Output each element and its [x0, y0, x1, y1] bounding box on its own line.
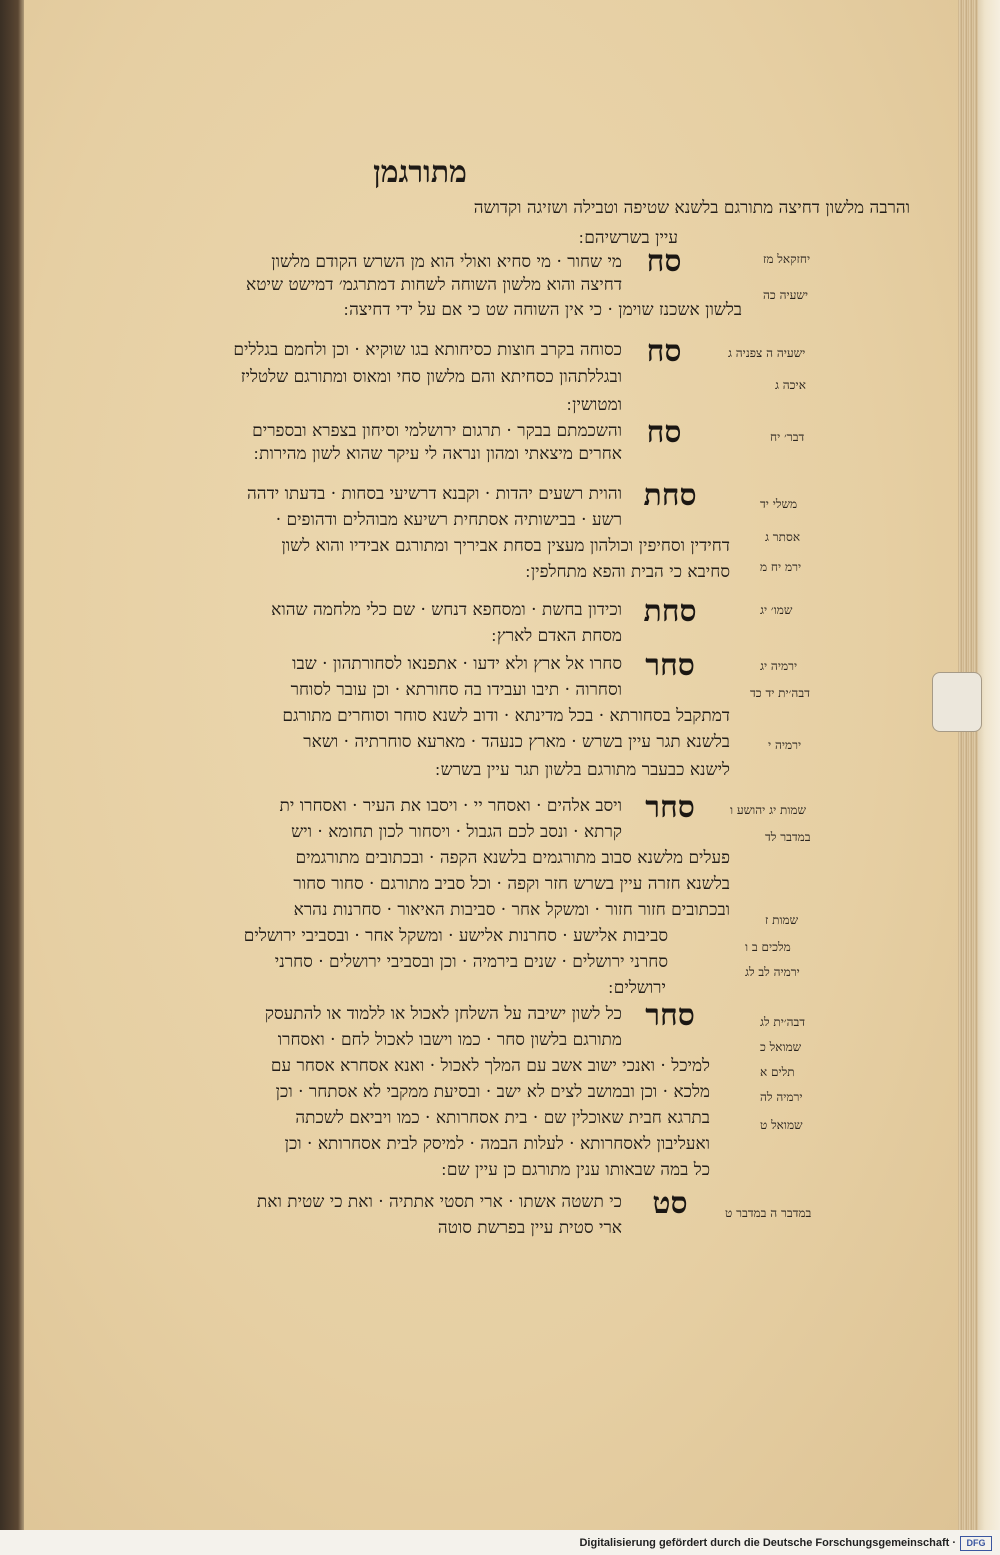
funding-notice: Digitalisierung gefördert durch die Deutsche Forschungsgemeinschaft ·	[579, 1537, 956, 1549]
text-line: בלשון אשכנז שוימן · כי אין השוחה שט כי אם על ידי דחיצה ׃	[343, 300, 742, 320]
text-line: קרתא · ונסב לכם הגבול · ויסחור לכון תחומא · ויש	[291, 822, 622, 842]
text-line: סחיבא כי הבית והפא מתחלפין ׃	[525, 562, 730, 582]
margin-note: ירמיה לב לג	[745, 965, 800, 979]
margin-note: אסתר ג	[765, 530, 801, 544]
text-line: סביבות אלישע · סחרנות אלישע · ומשקל אחר · ובסביבי ירושלים	[243, 926, 668, 946]
text-line: סחרני ירושלים · שנים בירמיה · וכן ובסביבי ירושלים · סחרני	[274, 952, 668, 972]
text-line: ארי סטית עיין בפרשת סוטה	[437, 1218, 622, 1238]
text-line: רשע · בבישותיה אסתחית רשיעא מבוהלים ודהופים ·	[275, 510, 622, 530]
headword: סח	[646, 334, 682, 369]
text-line: סחרו אל ארץ ולא ידעו · אתפנאו לסחורתהון · שבו	[292, 654, 622, 674]
text-line: בלשנא חזרה עיין בשרש חזר וקפה · וכל סביב מתורגם · סחור סחור	[293, 874, 730, 894]
margin-note: במדבר ה במדבר ט	[725, 1206, 812, 1220]
text-line: ואעליבון לאסחרותא · לעלות הבמה · למיסק לבית אסחרותא · וכן	[284, 1134, 710, 1154]
margin-note: משלי יד	[760, 497, 798, 511]
text-line: לישנא כבעבר מתורגם בלשון תגר עיין בשרש ׃	[435, 760, 730, 780]
text-line: ומטושין ׃	[566, 395, 622, 415]
running-head: מתורגמן	[373, 155, 467, 190]
text-line: מלכא · וכן ובמושב לצים לא ישב · ובסיעת ממקבי לא אסתחר · וכן	[275, 1082, 710, 1102]
text-line: והשכמתם בבקר · תרגום ירושלמי וסיחון בצפרא ובספרים	[252, 421, 622, 441]
margin-note: יחזקאל מז	[763, 252, 811, 266]
text-line: עיין בשרשיהם ׃	[578, 228, 678, 248]
text-line: דחיצה והוא מלשון השוחה לשחות דמתרגמ׳ דמישט שיטא	[246, 275, 622, 295]
text-line: דמתקבל בסחורתא · בכל מדינתא · ודוב לשנא סוחר וסוחרים מתורגם	[282, 706, 730, 726]
text-line: ירושלים ׃	[608, 978, 666, 998]
margin-note: ישעיה כה	[763, 288, 809, 302]
margin-note: במדבר לד	[765, 830, 811, 844]
text-line: מי שחור · מי סחיא ואולי הוא מן השרש הקודם מלשון	[271, 252, 622, 272]
text-line: והרבה מלשון דחיצה מתורגם בלשנא שטיפה וטבילה ושזיגה וקדושה	[473, 198, 910, 218]
margin-note: ירמיה לה	[760, 1090, 803, 1104]
margin-note: דבה׳ית יד כד	[750, 686, 810, 700]
headword: סח	[646, 415, 682, 450]
headword: סחת	[643, 594, 697, 629]
text-line: ובגללתהון כסחיתא והם מלשון סחי ומאוס ומתורגם שלטליז	[240, 367, 622, 387]
text-line: ובכתובים חזור חזור · ומשקל אחר · סביבות האיאור · סחרנות נהרא	[293, 900, 730, 920]
text-line: פעלים מלשנא סבוב מתורגמים בלשנא הקפה · ובכתובים מתורגמים	[295, 848, 730, 868]
margin-note: ירמיה יג	[760, 659, 798, 673]
text-line: וכידון בחשת · ומסחפא דנחש · שם כלי מלחמה שהוא	[271, 600, 622, 620]
text-line: ויסב אלהים · ואסחר יי · ויסבו את העיר · ואסחרו ית	[279, 796, 622, 816]
headword: סט	[652, 1186, 688, 1221]
margin-note: ישעיה ה צפניה ג	[728, 346, 806, 360]
dfg-logo: DFG	[960, 1536, 992, 1551]
margin-note: ירמ יח מ	[760, 560, 802, 574]
margin-note: דבר׳ יח	[770, 430, 805, 444]
margin-note: ירמיה י	[768, 738, 802, 752]
text-line: כל לשון ישיבה על השלחן לאכול או ללמוד או להתעסק	[264, 1004, 622, 1024]
text-line: בלשנא תגר עיין בשרש · מארץ כנעהד · מארעא סוחרתיה · ושאר	[303, 732, 730, 752]
text-line: מסחת האדם לארץ ׃	[491, 626, 622, 646]
headword: סחר	[645, 998, 695, 1033]
text-line: למיכל · ואנכי ישוב אשב עם המלך לאכול · ואנא אסחרא אסחר עם	[270, 1056, 710, 1076]
page-tab-marker	[932, 672, 982, 732]
margin-note: תלים א	[760, 1065, 795, 1079]
text-line: והוית רשעים יהדות · וקבנא דרשיעי בסחות · בדעתו ידהה	[247, 484, 622, 504]
text-line: כל במה שבאותו ענין מתורגם כן עיין שם ׃	[441, 1160, 710, 1180]
margin-note: שמואל כ	[760, 1040, 802, 1054]
margin-note: מלכים ב ו	[745, 940, 791, 954]
margin-note: שמות ז	[765, 913, 799, 927]
page-edges	[958, 0, 978, 1530]
headword: סחת	[643, 478, 697, 513]
text-line: וסחרוה · תיבו ועבידו בה סחורתא · וכן עובר לסוחר	[290, 680, 622, 700]
margin-note: שמו׳ יג	[760, 603, 793, 617]
margin-note: דבה׳ית לג	[760, 1015, 806, 1029]
text-line: דחידין וסחיפין וכולהון מעצין בסחת אביריך ומתורגם אבידיו והוא לשון	[281, 536, 730, 556]
text-line: כסוחה בקרב חוצות כסיחותא בגו שוקיא · וכן ולחמם בגללים	[233, 340, 622, 360]
headword: סחר	[645, 648, 695, 683]
text-line: אחרים מיצאתי ומהון ונראה לי עיקר שהוא לשון מהירות ׃	[253, 444, 622, 464]
text-line: מתורגם בלשון סחר · כמו וישבו לאכול לחם · ואסחרו	[277, 1030, 622, 1050]
text-line: כי תשטה אשתו · ארי תסטי אתתיה · ואת כי שטית ואת	[256, 1192, 622, 1212]
margin-note: שמואל ט	[760, 1118, 803, 1132]
headword: סחר	[645, 790, 695, 825]
margin-note: שמות יג יהושע ו	[730, 803, 807, 817]
headword: סח	[646, 244, 682, 279]
margin-note: איכה ג	[775, 378, 806, 392]
text-line: בתרגא חבית שאוכלין שם · בית אסחרותא · כמו ויביאם לשכתה	[295, 1108, 710, 1128]
